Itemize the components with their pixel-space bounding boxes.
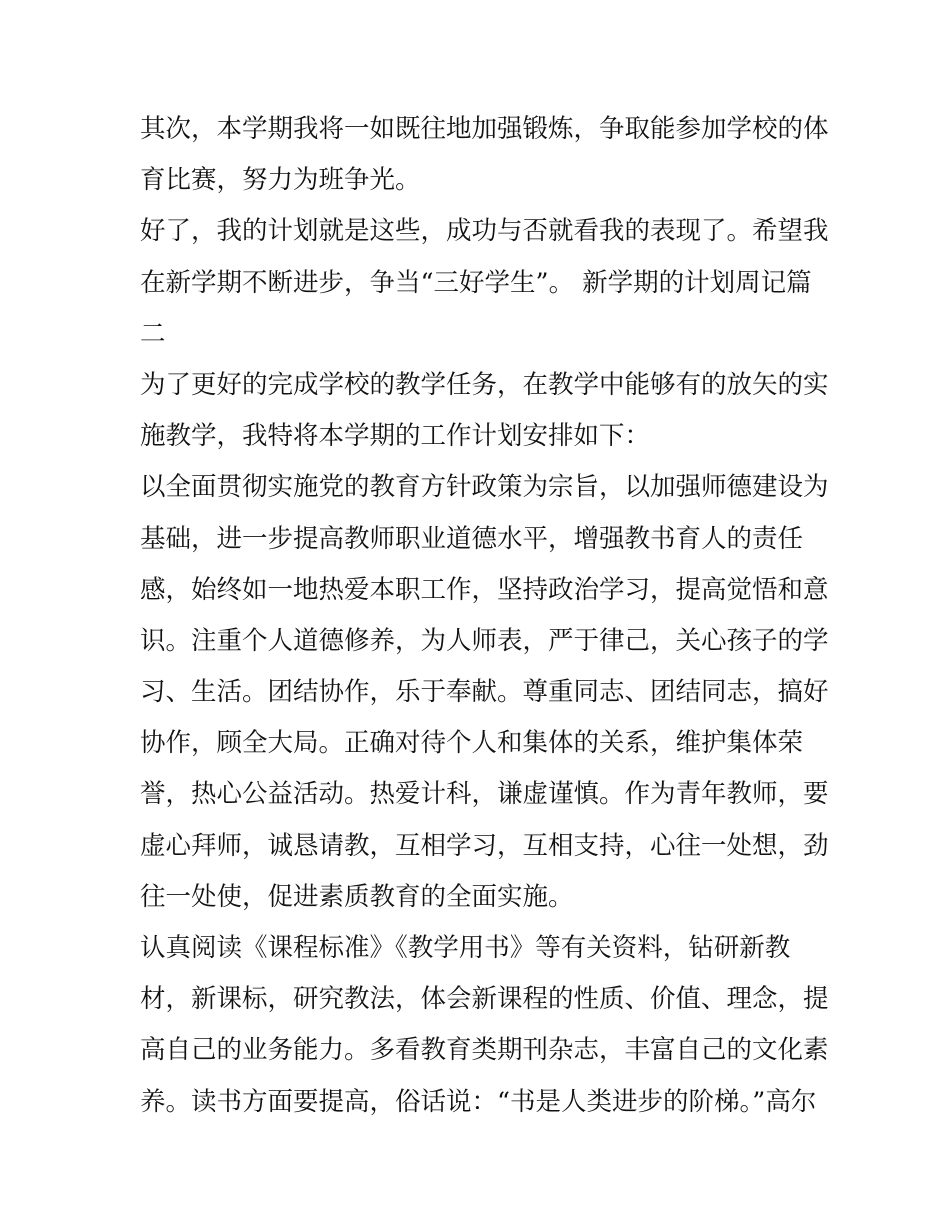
text-line: 好了，我的计划就是这些，成功与否就看我的表现了。希望我 <box>140 216 829 247</box>
document-body <box>140 104 829 1128</box>
text-line: 高自己的业务能力。多看教育类期刊杂志，丰富自己的文化素 <box>140 1035 829 1066</box>
text-line: 以全面贯彻实施党的教育方针政策为宗旨，以加强师德建设为 <box>140 472 829 503</box>
text-line: 誉，热心公益活动。热爱计科，谦虚谨慎。作为青年教师，要 <box>140 779 829 810</box>
text-line: 认真阅读《课程标准》《教学用书》等有关资料，钻研新教 <box>140 933 791 963</box>
text-line: 育比赛，努力为班争光。 <box>140 165 421 196</box>
text-line: 基础，进一步提高教师职业道德水平，增强教书育人的责任 <box>140 523 804 554</box>
text-line: 往一处使，促进素质教育的全面实施。 <box>140 881 574 912</box>
text-line: 材，新课标，研究教法，体会新课程的性质、价值、理念，提 <box>140 984 829 1015</box>
text-line: 二 <box>140 318 166 349</box>
text-line: 习、生活。团结协作，乐于奉献。尊重同志、团结同志，搞好 <box>140 677 829 708</box>
text-line: 在新学期不断进步，争当“三好学生”。 新学期的计划周记篇 <box>140 267 812 298</box>
text-line: 感，始终如一地热爱本职工作，坚持政治学习，提高觉悟和意 <box>140 574 829 605</box>
text-line: 其次，本学期我将一如既往地加强锻炼，争取能参加学校的体 <box>140 114 829 144</box>
text-line: 协作，顾全大局。正确对待个人和集体的关系，维护集体荣 <box>140 728 804 759</box>
text-line: 为了更好的完成学校的教学任务，在教学中能够有的放矢的实 <box>140 369 829 400</box>
text-line: 虚心拜师，诚恳请教，互相学习，互相支持，心往一处想，劲 <box>140 830 829 861</box>
text-line: 养。读书方面要提高，俗话说：“书是人类进步的阶梯。”高尔 <box>140 1086 817 1117</box>
text-line: 识。注重个人道德修养，为人师表，严于律己，关心孩子的学 <box>140 625 829 656</box>
text-line: 施教学，我特将本学期的工作计划安排如下： <box>140 421 651 452</box>
